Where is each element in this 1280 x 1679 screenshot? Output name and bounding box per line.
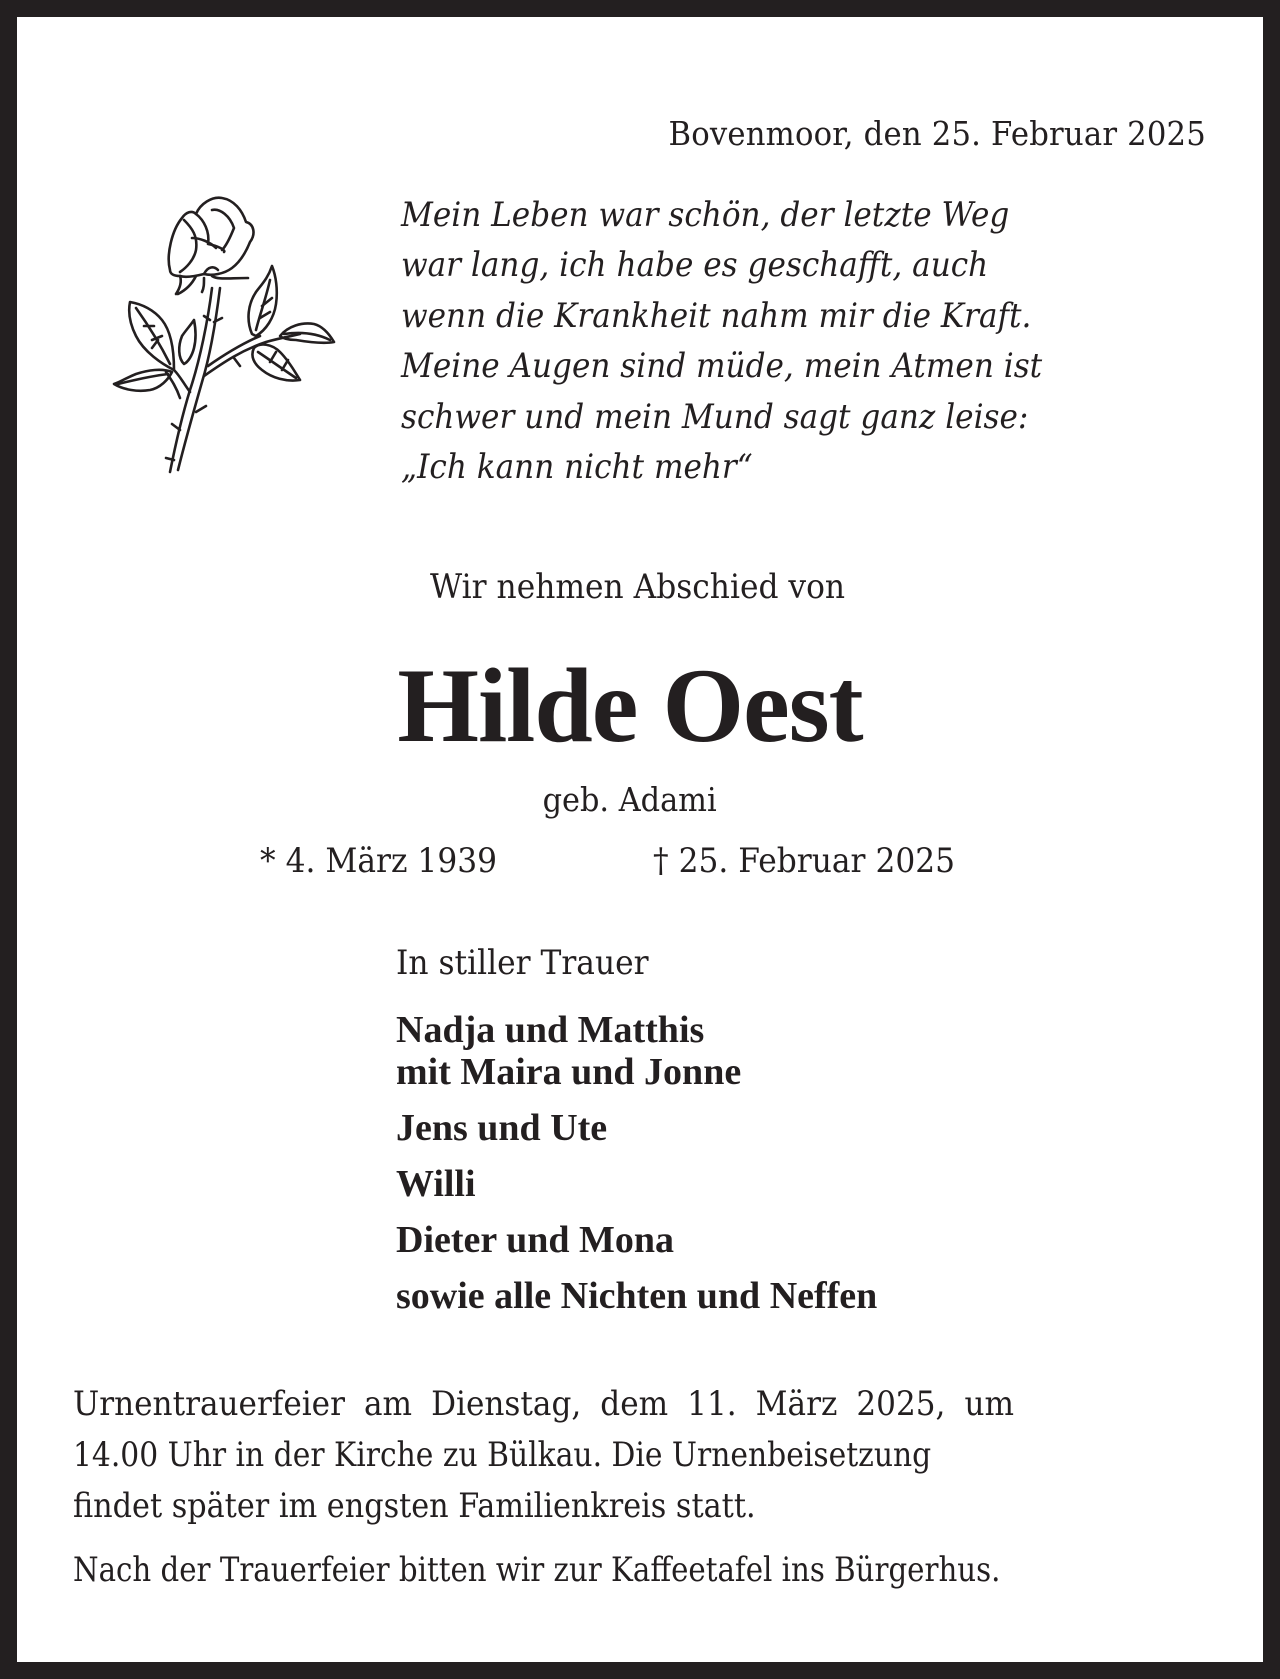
mourner-line: Nadja und Matthis bbox=[396, 1009, 705, 1051]
intro-text bbox=[17, 567, 1263, 607]
mourner-entry bbox=[396, 1161, 877, 1207]
ceremony-line: Urnentrauerfeier am Dienstag, dem 11. März 2025, um bbox=[73, 1384, 1015, 1424]
mourner-line: mit Maira und Jonne bbox=[396, 1051, 742, 1093]
rose-icon bbox=[100, 180, 360, 490]
poem-line: wenn die Krankheit nahm mir die Kraft. bbox=[401, 295, 1032, 336]
poem-line: Mein Leben war schön, der letzte Weg bbox=[401, 195, 1010, 235]
ceremony-info bbox=[73, 1379, 1223, 1532]
mourner-line: Dieter und Mona bbox=[396, 1219, 674, 1261]
deceased-name bbox=[17, 647, 1263, 764]
maiden-name bbox=[17, 780, 1263, 819]
poem bbox=[401, 190, 1042, 492]
death-date: † 25. Februar 2025 bbox=[653, 841, 956, 881]
mourner-entry bbox=[396, 1273, 877, 1319]
ceremony-line: findet später im engsten Familienkreis statt. bbox=[73, 1486, 756, 1526]
obituary-notice bbox=[17, 17, 1263, 1662]
poem-line: schwer und mein Mund sagt ganz leise: bbox=[401, 396, 1029, 437]
place-date: Bovenmoor, den 25. Februar 2025 bbox=[668, 114, 1206, 153]
mourner-line: Jens und Ute bbox=[396, 1107, 608, 1149]
deceased-name-text: Hilde Oest bbox=[397, 647, 863, 764]
mourner-line: sowie alle Nichten und Neffen bbox=[396, 1275, 878, 1317]
mourner-entry bbox=[396, 1217, 877, 1263]
coffee-note: Nach der Trauerfeier bitten wir zur Kaffeetafel ins Bürgerhus. bbox=[73, 1550, 1001, 1590]
intro-label: Wir nehmen Abschied von bbox=[430, 567, 846, 607]
mourner-entry bbox=[396, 1105, 877, 1151]
ceremony-line: 14.00 Uhr in der Kirche zu Bülkau. Die Urnenbeisetzung bbox=[73, 1435, 932, 1475]
poem-line: Meine Augen sind müde, mein Atmen ist bbox=[401, 346, 1043, 387]
poem-line: war lang, ich habe es geschafft, auch bbox=[401, 245, 989, 286]
birth-date: * 4. März 1939 bbox=[260, 841, 498, 881]
mourner-line: Willi bbox=[396, 1163, 476, 1205]
mourner-entry bbox=[396, 1007, 877, 1095]
mourning-label: In stiller Trauer bbox=[396, 943, 649, 983]
poem-line: „Ich kann nicht mehr“ bbox=[401, 447, 753, 488]
mourners-list bbox=[396, 1007, 877, 1319]
maiden-name-text: geb. Adami bbox=[542, 780, 718, 819]
